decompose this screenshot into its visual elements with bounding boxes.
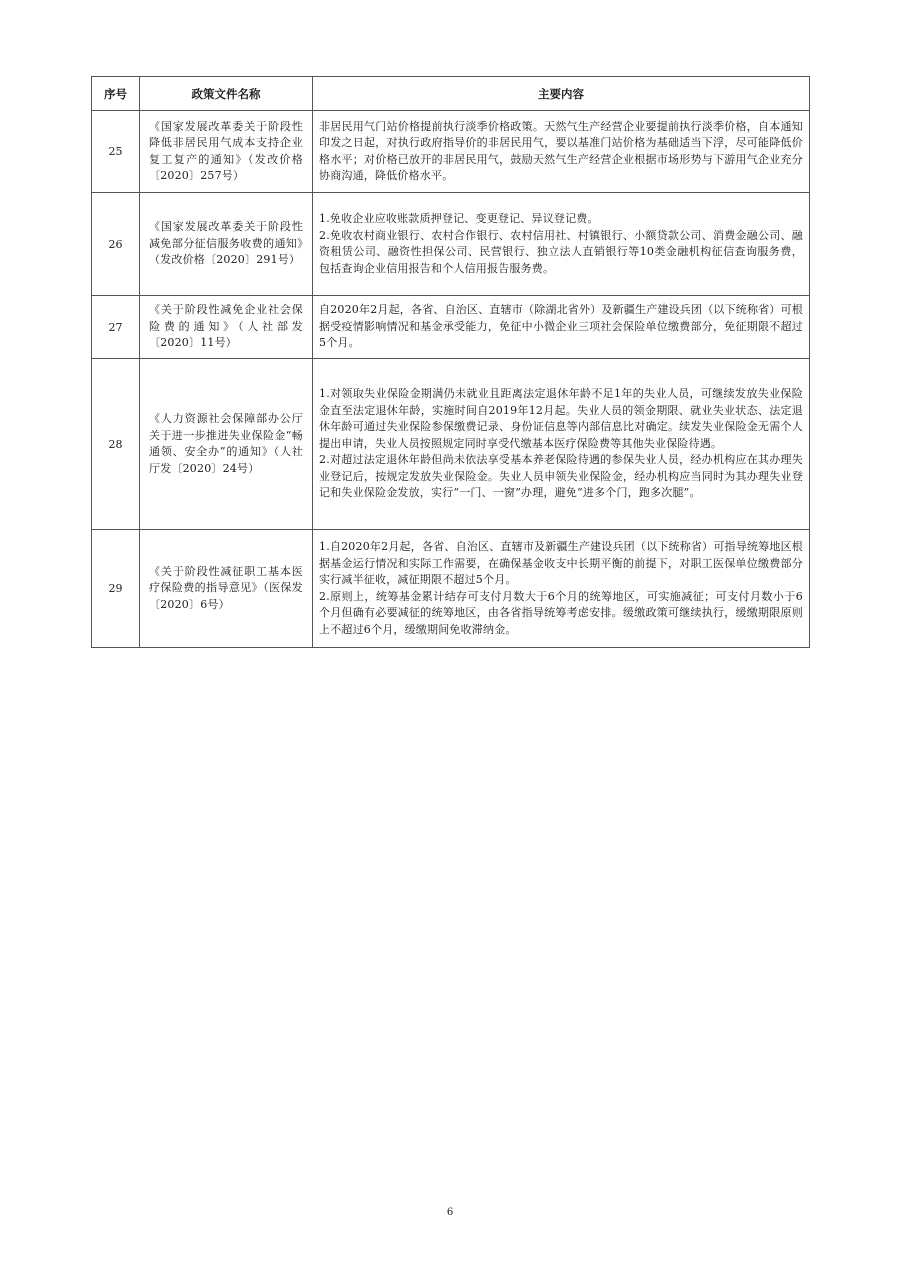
policy-content [313, 296, 810, 359]
policy-table [91, 76, 810, 648]
table-row [92, 111, 810, 193]
content-paragraph: 2.免收农村商业银行、农村合作银行、农村信用社、村镇银行、小额贷款公司、消费金融公司、融资租赁公司、融资性担保公司、民营银行、独立法人直销银行等10类金融机构征信查询服务费，包括查询企业信用报告和个人信用报告服务费。 [319, 228, 803, 275]
policy-name: 《关于阶段性减征职工基本医疗保险费的指导意见》（医保发〔2020〕6号） [140, 530, 313, 648]
row-number: 25 [92, 111, 140, 193]
row-number: 29 [92, 530, 140, 648]
policy-content [313, 530, 810, 648]
policy-content [313, 111, 810, 193]
content-paragraph: 2.对超过法定退休年龄但尚未依法享受基本养老保险待遇的参保失业人员，经办机构应在其办理失业登记后，按规定发放失业保险金。失业人员申领失业保险金，经办机构应当同时为其办理失业登记和失业保险金发放，实行“一门、一窗”办理，避免“进多个门，跑多次腿”。 [319, 453, 803, 500]
table-row [92, 530, 810, 648]
row-number: 27 [92, 296, 140, 359]
row-number: 28 [92, 359, 140, 530]
header-main-content: 主要内容 [313, 77, 810, 111]
table-row [92, 359, 810, 530]
page-number: 6 [446, 1207, 454, 1218]
content-paragraph: 2.原则上，统筹基金累计结存可支付月数大于6个月的统筹地区，可实施减征；可支付月数小于6个月但确有必要减征的统筹地区，由各省指导统筹考虑安排。缓缴政策可继续执行，缓缴期限原则上不超过6个月，缓缴期间免收滞纳金。 [319, 589, 803, 636]
content-paragraph: 自2020年2月起，各省、自治区、直辖市（除湖北省外）及新疆生产建设兵团（以下统称省）可根据受疫情影响情况和基金承受能力，免征中小微企业三项社会保险单位缴费部分，免征期限不超过5个月。 [319, 303, 803, 350]
policy-name: 《人力资源社会保障部办公厅关于进一步推进失业保险金“畅通领、安全办”的通知》（人社厅发〔2020〕24号） [140, 359, 313, 530]
policy-name: 《国家发展改革委关于阶段性减免部分征信服务收费的通知》（发改价格〔2020〕291号） [140, 193, 313, 296]
table-header-row [92, 77, 810, 111]
content-paragraph: 1.免收企业应收账款质押登记、变更登记、异议登记费。 [319, 212, 599, 225]
policy-content [313, 193, 810, 296]
policy-name: 《关于阶段性减免企业社会保险费的通知》（人社部发〔2020〕11号） [140, 296, 313, 359]
row-number: 26 [92, 193, 140, 296]
content-paragraph: 非居民用气门站价格提前执行淡季价格政策。天然气生产经营企业要提前执行淡季价格，自本通知印发之日起，对执行政府指导价的非居民用气，要以基准门站价格为基础适当下浮，尽可能降低价格水平；对价格已放开的非居民用气，鼓励天然气生产经营企业根据市场形势与下游用气企业充分协商沟通，降低价格水平。 [319, 119, 803, 182]
header-number: 序号 [92, 77, 140, 111]
table-row [92, 296, 810, 359]
table-row [92, 193, 810, 296]
content-paragraph: 1.自2020年2月起，各省、自治区、直辖市及新疆生产建设兵团（以下统称省）可指导统筹地区根据基金运行情况和实际工作需要，在确保基金收支中长期平衡的前提下，对职工医保单位缴费部分实行减半征收，减征期限不超过5个月。 [319, 540, 803, 586]
header-policy-name: 政策文件名称 [140, 77, 313, 111]
policy-content [313, 359, 810, 530]
policy-name: 《国家发展改革委关于阶段性降低非居民用气成本支持企业复工复产的通知》（发改价格〔2020〕257号） [140, 111, 313, 193]
content-paragraph: 1.对领取失业保险金期满仍未就业且距离法定退休年龄不足1年的失业人员，可继续发放失业保险金直至法定退休年龄，实施时间自2019年12月起。失业人员的领金期限、就业失业状态、法定退休年龄可通过失业保险参保缴费记录、身份证信息等内部信息比对确定。续发失业保险金无需个人提出申请，失业人员按照规定同时享受代缴基本医疗保险费等其他失业保险待遇。 [319, 387, 803, 450]
